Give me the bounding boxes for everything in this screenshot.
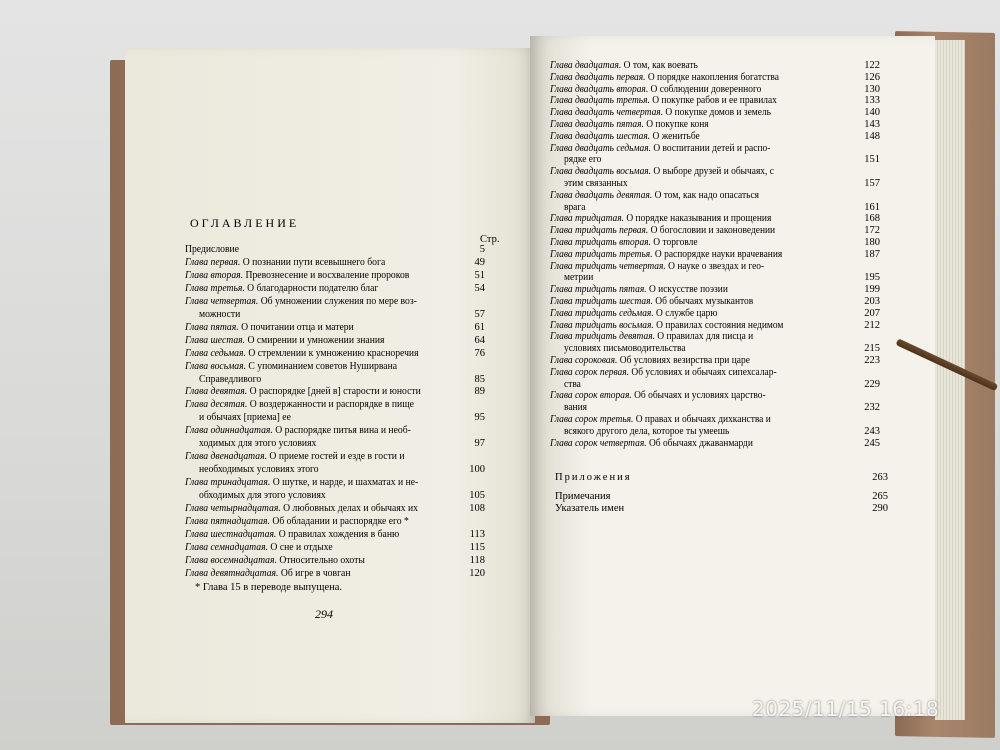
entry-page-number: 115 bbox=[469, 541, 485, 553]
chapter-label: Глава двадцать первая. bbox=[550, 71, 646, 83]
entry-page-number: 130 bbox=[864, 83, 880, 95]
toc-entry bbox=[564, 426, 729, 438]
toc-entry bbox=[564, 272, 593, 284]
entry-page-number: 195 bbox=[864, 272, 880, 284]
toc-entry bbox=[564, 178, 628, 190]
entry-page-number: 143 bbox=[864, 119, 880, 130]
entry-page-number: 113 bbox=[469, 528, 485, 540]
entry-title: О порядке накопления богатства bbox=[645, 71, 779, 83]
toc-entry bbox=[199, 412, 291, 424]
toc-entry bbox=[550, 308, 717, 320]
entry-page-number: 207 bbox=[864, 307, 880, 319]
toc-entry bbox=[550, 213, 771, 225]
toc-entry bbox=[550, 284, 728, 296]
toc-entry bbox=[564, 402, 587, 414]
entry-page-number: 151 bbox=[864, 154, 880, 166]
entry-page-number: 57 bbox=[474, 308, 485, 320]
entry-page-number: 168 bbox=[864, 213, 880, 225]
chapter-label: Глава двадцать седьмая. bbox=[550, 142, 651, 154]
entry-page-number: 122 bbox=[864, 60, 880, 71]
chapter-label: Глава восьмая. bbox=[185, 360, 246, 372]
entry-title: Относительно охоты bbox=[276, 554, 365, 566]
entry-title: О сне и отдыхе bbox=[268, 541, 333, 553]
chapter-label: Глава двадцатая. bbox=[550, 60, 622, 71]
toc-entry bbox=[550, 225, 775, 237]
entry-title: Об обладании и распорядке его * bbox=[269, 515, 409, 527]
entry-title: этим связанных bbox=[564, 178, 628, 189]
chapter-label: Глава двадцать четвертая. bbox=[550, 107, 664, 119]
toc-entry bbox=[550, 414, 771, 426]
chapter-label: Глава двадцать девятая. bbox=[550, 189, 653, 201]
entry-title: О порядке наказывания и прощения bbox=[624, 213, 772, 225]
entry-page-number: 5 bbox=[479, 244, 485, 255]
entry-title: О шутке, и нарде, и шахматах и не- bbox=[270, 477, 419, 489]
appendix-page-number: 290 bbox=[872, 503, 888, 514]
toc-entry bbox=[199, 374, 261, 386]
chapter-label: Глава семнадцатая. bbox=[185, 541, 269, 553]
entry-title: Об обычаях джаванмарди bbox=[646, 437, 753, 449]
toc-entry bbox=[185, 529, 399, 541]
entry-title: Об умножении служения по мере воз- bbox=[258, 295, 417, 307]
entry-title: О соблюдении доверенного bbox=[648, 83, 762, 95]
entry-page-number: 148 bbox=[864, 130, 880, 142]
entry-title: Об игре в човган bbox=[278, 567, 351, 579]
chapter-label: Глава тридцать седьмая. bbox=[550, 307, 654, 319]
entry-page-number: 215 bbox=[864, 343, 880, 355]
entry-title: необходимых условиях этого bbox=[199, 464, 319, 476]
chapter-label: Глава девятнадцатая. bbox=[185, 567, 279, 579]
chapter-label: Глава вторая. bbox=[185, 269, 244, 281]
toc-entry bbox=[185, 283, 378, 295]
chapter-label: Глава тридцать пятая. bbox=[550, 284, 647, 296]
entry-page-number: 51 bbox=[474, 269, 485, 281]
chapter-label: Глава третья. bbox=[185, 282, 245, 294]
toc-entry bbox=[185, 270, 409, 282]
toc-entry bbox=[185, 503, 418, 515]
chapter-label: Глава шестая. bbox=[185, 334, 246, 346]
entry-title: О воспитании детей и распо- bbox=[650, 142, 771, 154]
toc-entry bbox=[185, 399, 414, 411]
toc-entry bbox=[185, 335, 384, 347]
entry-title: О искусстве поэзии bbox=[646, 284, 728, 296]
entry-page-number: 187 bbox=[864, 248, 880, 260]
toc-entry bbox=[199, 438, 316, 450]
entry-page-number: 64 bbox=[474, 334, 485, 346]
chapter-label: Глава сорок вторая. bbox=[550, 390, 632, 402]
entry-title: и обычаях [приема] ее bbox=[199, 412, 291, 424]
chapter-label: Глава тридцать вторая. bbox=[550, 237, 651, 248]
toc-entry bbox=[185, 451, 405, 463]
chapter-label: Глава десятая. bbox=[185, 399, 248, 411]
entry-title: О распорядке [дней в] старости и юности bbox=[247, 386, 421, 398]
entry-page-number: 243 bbox=[864, 425, 880, 437]
entry-title: О богословии и законоведении bbox=[648, 225, 776, 237]
toc-entry bbox=[185, 296, 417, 308]
entry-page-number: 118 bbox=[469, 554, 485, 566]
entry-title: О распорядке науки врачевания bbox=[652, 248, 783, 260]
toc-entry bbox=[185, 425, 411, 437]
entry-title: вания bbox=[564, 402, 588, 414]
entry-title: О покупке домов и земель bbox=[663, 107, 771, 119]
entry-title: О том, как воевать bbox=[621, 60, 698, 71]
entry-page-number: 229 bbox=[864, 378, 880, 390]
entry-page-number: 54 bbox=[474, 282, 485, 294]
entry-title: О смирении и умножении знания bbox=[245, 334, 385, 346]
entry-title: О науке о звездах и гео- bbox=[665, 260, 765, 272]
entry-page-number: 223 bbox=[864, 355, 880, 366]
chapter-label: Глава девятая. bbox=[185, 386, 248, 398]
entry-page-number: 133 bbox=[864, 95, 880, 107]
entry-title: можности bbox=[199, 308, 241, 320]
toc-entry bbox=[550, 84, 761, 96]
entry-title: О правилах хождения в баню bbox=[276, 528, 400, 540]
entry-page-number: 180 bbox=[864, 237, 880, 248]
chapter-label: Глава тридцать первая. bbox=[550, 225, 649, 237]
entry-title: О выборе друзей и обычаях, с bbox=[651, 166, 774, 178]
toc-title: ОГЛАВЛЕНИЕ bbox=[190, 216, 300, 230]
entry-title: Об обычаях музыкантов bbox=[652, 296, 754, 307]
chapter-label: Глава сороковая. bbox=[550, 355, 618, 366]
appendix-page-number: 265 bbox=[872, 491, 888, 502]
toc-entry bbox=[550, 107, 771, 119]
entry-title: всякого другого дела, которое ты умеешь bbox=[564, 425, 730, 437]
appendix-entry: Указатель имен bbox=[555, 503, 625, 514]
entry-page-number: 49 bbox=[474, 256, 485, 268]
toc-entry bbox=[550, 367, 777, 379]
entry-title: Справедливого bbox=[199, 373, 262, 385]
entry-title: С упоминанием советов Нуширвана bbox=[245, 360, 398, 372]
entry-title: Об условиях и обычаях сипехсалар- bbox=[629, 366, 777, 378]
toc-entry bbox=[185, 348, 419, 360]
toc-entry bbox=[185, 516, 409, 528]
entry-title: О покупке рабов и ее правилах bbox=[649, 95, 777, 107]
entry-title: О распорядке питья вина и необ- bbox=[272, 425, 411, 437]
toc-entry bbox=[550, 72, 779, 84]
chapter-label: Глава одиннадцатая. bbox=[185, 425, 273, 437]
entry-page-number: 199 bbox=[864, 284, 880, 296]
appendix-entry: Приложения bbox=[555, 472, 632, 483]
chapter-label: Глава тридцать девятая. bbox=[550, 331, 655, 343]
entry-page-number: 76 bbox=[474, 347, 485, 359]
toc-entry bbox=[185, 361, 397, 373]
chapter-label: Глава тридцать третья. bbox=[550, 248, 653, 260]
toc-entry bbox=[564, 154, 601, 166]
chapter-label: Глава седьмая. bbox=[185, 347, 246, 359]
entry-title: О правилах для писца и bbox=[654, 331, 754, 343]
toc-entry bbox=[550, 131, 700, 143]
chapter-label: Глава двадцать шестая. bbox=[550, 130, 651, 142]
entry-title: О правилах состояния недимом bbox=[653, 319, 784, 331]
entry-title: врага bbox=[564, 201, 586, 213]
chapter-label: Глава сорок четвертая. bbox=[550, 437, 647, 449]
footnote: * Глава 15 в переводе выпущена. bbox=[195, 582, 343, 593]
chapter-label: Глава тридцать шестая. bbox=[550, 296, 653, 307]
entry-page-number: 172 bbox=[864, 225, 880, 237]
appendix-page-number: 263 bbox=[872, 472, 888, 483]
chapter-label: Глава двадцать пятая. bbox=[550, 119, 644, 130]
entry-title: О любовных делах и обычаях их bbox=[280, 503, 419, 514]
entry-title: О познании пути всевышнего бога bbox=[240, 256, 386, 268]
entry-page-number: 97 bbox=[474, 438, 485, 450]
entry-title: Об обычаях и условиях царство- bbox=[631, 390, 766, 402]
entry-page-number: 89 bbox=[474, 386, 485, 398]
toc-entry bbox=[564, 379, 581, 391]
entry-page-number: 100 bbox=[469, 464, 485, 476]
entry-title: метрии bbox=[564, 272, 594, 284]
page-number: 294 bbox=[315, 607, 333, 621]
toc-entry bbox=[550, 60, 698, 72]
toc-entry bbox=[199, 309, 240, 321]
toc-entry bbox=[185, 477, 418, 489]
toc-entry bbox=[550, 249, 782, 261]
toc-entry bbox=[185, 244, 239, 256]
entry-title: обходимых для этого условиях bbox=[199, 490, 326, 502]
toc-entry bbox=[185, 257, 385, 269]
toc-entry bbox=[185, 322, 354, 334]
entry-title: условиях письмоводительства bbox=[564, 343, 686, 355]
chapter-label: Глава сорок первая. bbox=[550, 366, 630, 378]
entry-title: О воздержанности и распорядке в пище bbox=[247, 399, 414, 411]
toc-entry bbox=[550, 237, 698, 249]
chapter-label: Глава четырнадцатая. bbox=[185, 503, 281, 514]
entry-title: ходимых для этого условиях bbox=[199, 438, 317, 450]
chapter-label: Глава тридцать восьмая. bbox=[550, 319, 654, 331]
entry-page-number: 157 bbox=[864, 178, 880, 189]
entry-page-number: 245 bbox=[864, 437, 880, 449]
entry-page-number: 161 bbox=[864, 201, 880, 213]
page-column-label: Стр. bbox=[480, 234, 500, 245]
toc-entry bbox=[185, 386, 421, 398]
entry-title: О правах и обычаях дихканства и bbox=[633, 414, 771, 425]
toc-entry bbox=[550, 296, 753, 308]
entry-page-number: 105 bbox=[469, 490, 485, 502]
toc-entry bbox=[550, 320, 783, 332]
chapter-label: Глава пятнадцатая. bbox=[185, 515, 270, 527]
toc-entry bbox=[185, 555, 365, 567]
toc-entry bbox=[550, 166, 774, 178]
entry-page-number: 120 bbox=[469, 567, 485, 579]
toc-entry bbox=[550, 331, 753, 343]
entry-page-number: 203 bbox=[864, 296, 880, 307]
chapter-label: Глава тридцать четвертая. bbox=[550, 260, 666, 272]
entry-title: О покупке коня bbox=[643, 119, 709, 130]
toc-entry bbox=[550, 261, 764, 273]
chapter-label: Глава первая. bbox=[185, 256, 241, 268]
entry-page-number: 61 bbox=[474, 321, 485, 333]
chapter-label: Глава тринадцатая. bbox=[185, 477, 271, 489]
entry-page-number: 108 bbox=[469, 503, 485, 514]
entry-title: ства bbox=[564, 378, 581, 390]
chapter-label: Глава сорок третья. bbox=[550, 414, 634, 425]
entry-page-number: 232 bbox=[864, 402, 880, 414]
toc-entry bbox=[550, 355, 750, 367]
chapter-label: Глава четвертая. bbox=[185, 295, 259, 307]
entry-title: О приеме гостей и езде в гости и bbox=[267, 451, 405, 463]
photo-timestamp: 2025/11/15 16:18 bbox=[752, 697, 940, 721]
toc-entry bbox=[550, 438, 753, 450]
entry-title: О женитьбе bbox=[650, 130, 700, 142]
entry-title: О благодарности подателю благ bbox=[244, 282, 379, 294]
chapter-label: Глава двадцать восьмая. bbox=[550, 166, 652, 178]
chapter-label: Глава восемнадцатая. bbox=[185, 554, 277, 566]
chapter-label: Глава пятая. bbox=[185, 321, 239, 333]
toc-entry bbox=[550, 119, 709, 131]
toc-entry bbox=[199, 490, 326, 502]
toc-entry bbox=[564, 202, 585, 214]
appendix-entry: Примечания bbox=[555, 491, 611, 502]
entry-title: Об условиях везирства при царе bbox=[617, 355, 750, 366]
entry-title: О почитании отца и матери bbox=[238, 321, 354, 333]
entry-title: О службе царю bbox=[653, 307, 718, 319]
page-edges bbox=[935, 40, 965, 720]
toc-entry bbox=[550, 390, 766, 402]
toc-entry bbox=[550, 95, 777, 107]
entry-title: рядке его bbox=[564, 154, 602, 166]
entry-page-number: 140 bbox=[864, 107, 880, 119]
entry-page-number: 212 bbox=[864, 319, 880, 331]
entry-page-number: 85 bbox=[474, 373, 485, 385]
chapter-label: Глава двенадцатая. bbox=[185, 451, 268, 463]
entry-page-number: 95 bbox=[474, 412, 485, 424]
toc-entry bbox=[550, 143, 770, 155]
chapter-label: Глава тридцатая. bbox=[550, 213, 625, 225]
toc-entry bbox=[185, 542, 333, 554]
toc-entry bbox=[564, 343, 686, 355]
chapter-label: Глава двадцать третья. bbox=[550, 95, 650, 107]
entry-title: Превознесение и восхваление пророков bbox=[243, 269, 410, 281]
toc-entry bbox=[550, 190, 759, 202]
chapter-label: Глава шестнадцатая. bbox=[185, 528, 277, 540]
entry-title: О том, как надо опасаться bbox=[652, 189, 759, 201]
chapter-label: Глава двадцать вторая. bbox=[550, 83, 649, 95]
entry-title: О стремлении к умножению красноречия bbox=[245, 347, 419, 359]
toc-entry bbox=[199, 464, 319, 476]
entry-page-number: 126 bbox=[864, 71, 880, 83]
toc-entry bbox=[185, 568, 350, 580]
entry-title: Предисловие bbox=[185, 244, 240, 255]
entry-title: О торговле bbox=[650, 237, 698, 248]
